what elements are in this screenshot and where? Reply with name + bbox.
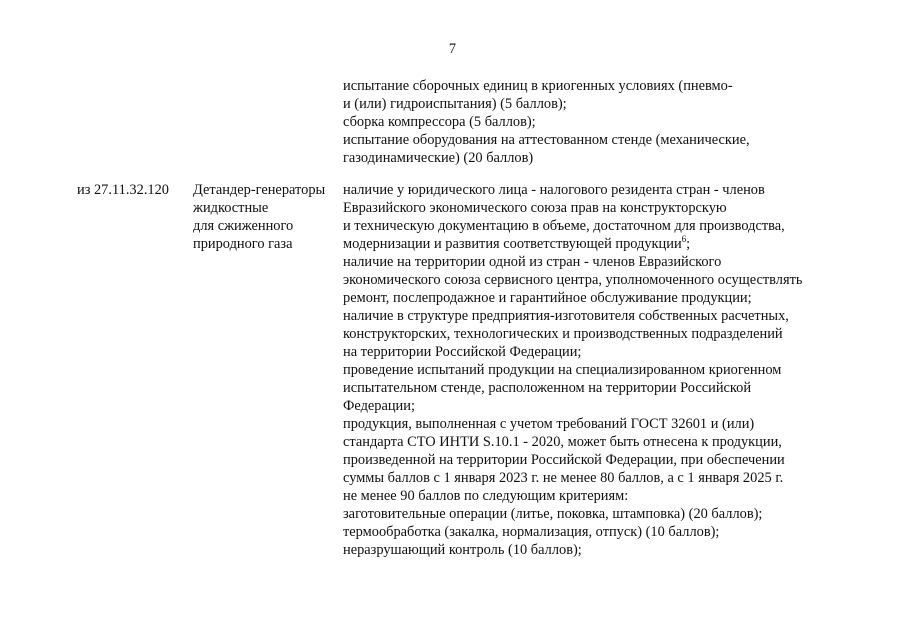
requirement-line: суммы баллов с 1 января 2023 г. не менее 80 баллов, а с 1 января 2025 г. [343, 470, 784, 486]
requirement-line: ремонт, послепродажное и гарантийное обслуживание продукции; [343, 290, 752, 306]
product-name-line: для сжиженного [193, 218, 294, 234]
requirement-line: Евразийского экономического союза прав на конструкторскую [343, 200, 727, 216]
text-line: газодинамические) (20 баллов) [343, 150, 534, 166]
requirement-line: проведение испытаний продукции на специализированном криогенном [343, 362, 782, 378]
requirement-line: конструкторских, технологических и производственных подразделений [343, 326, 783, 342]
text-line: испытание сборочных единиц в криогенных условиях (пневмо- [343, 78, 733, 94]
requirement-line: и техническую документацию в объеме, достаточном для производства, [343, 218, 785, 234]
requirement-line: экономического союза сервисного центра, уполномоченного осуществлять [343, 272, 803, 288]
text-line: испытание оборудования на аттестованном стенде (механические, [343, 132, 750, 148]
requirement-line: наличие на территории одной из стран - членов Евразийского [343, 254, 722, 270]
product-code-cell [77, 181, 189, 199]
product-name-line: Детандер-генераторы [193, 182, 326, 198]
product-name-line: природного газа [193, 236, 293, 252]
footnote-ref: 6 [681, 234, 687, 245]
requirement-line: не менее 90 баллов по следующим критериям: [343, 488, 629, 504]
requirement-line: стандарта СТО ИНТИ S.10.1 - 2020, может быть отнесена к продукции, [343, 434, 782, 450]
requirement-line: испытательном стенде, расположенном на территории Российской [343, 380, 752, 396]
requirement-line: термообработка (закалка, нормализация, отпуск) (10 баллов); [343, 524, 720, 540]
text-line: и (или) гидроиспытания) (5 баллов); [343, 96, 567, 112]
requirement-line: на территории Российской Федерации; [343, 344, 582, 360]
requirement-line: Федерации; [343, 398, 415, 414]
requirement-line-with-footnote [343, 235, 863, 253]
requirement-line: заготовительные операции (литье, поковка, штамповка) (20 баллов); [343, 506, 763, 522]
requirement-line: наличие у юридического лица - налогового резидента стран - членов [343, 182, 765, 198]
product-name-line: жидкостные [193, 200, 269, 216]
requirement-line: произведенной на территории Российской Федерации, при обеспечении [343, 452, 785, 468]
requirement-line: продукция, выполненная с учетом требований ГОСТ 32601 и (или) [343, 416, 755, 432]
continued-requirements [343, 77, 843, 167]
footnote-suffix: ; [686, 236, 691, 252]
product-code: из 27.11.32.120 [77, 182, 169, 198]
text-line: сборка компрессора (5 баллов); [343, 114, 536, 130]
product-name-cell [193, 181, 338, 253]
requirement-line: неразрушающий контроль (10 баллов); [343, 542, 582, 558]
requirements-cell [343, 181, 863, 559]
page-number: 7 [448, 41, 457, 57]
requirement-line-text: модернизации и развития соответствующей продукции [343, 236, 682, 252]
requirement-line: наличие в структуре предприятия-изготовителя собственных расчетных, [343, 308, 789, 324]
